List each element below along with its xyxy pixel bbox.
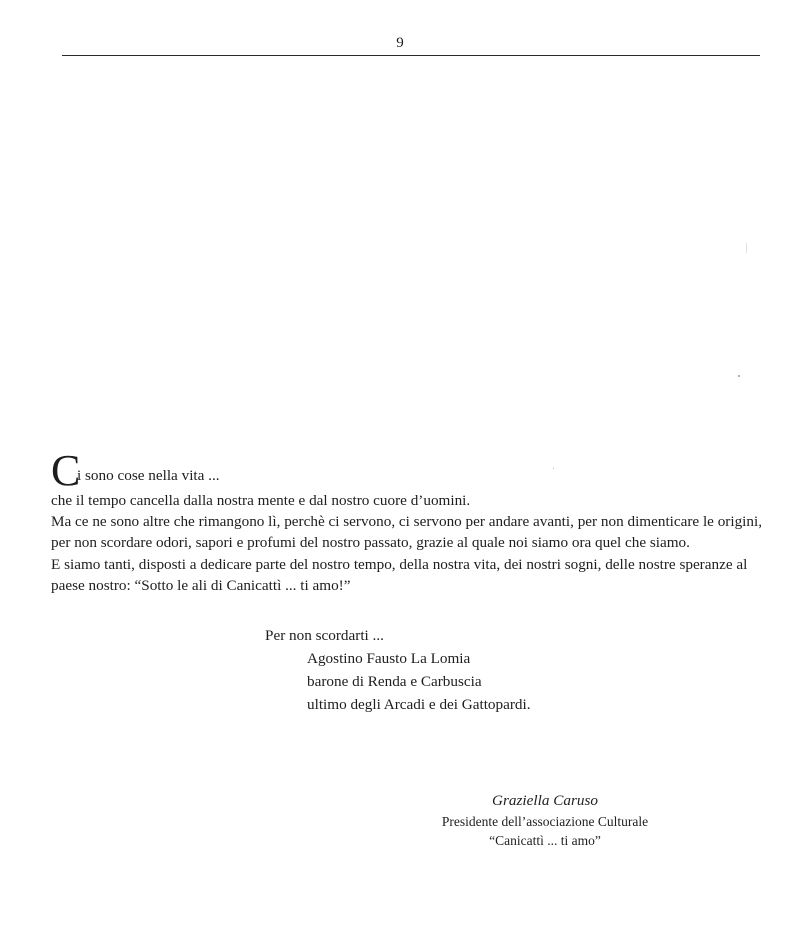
scan-speck xyxy=(746,243,747,253)
signature-block xyxy=(420,790,670,850)
intro-paragraph-2: Ma ce ne sono altre che rimangono lì, perchè ci servono, ci servono per andare avanti, per non dimenticare le origini, per non scordare odori, sapori e profumi del nostro passato, grazie al quale noi siamo ora quel che siamo. xyxy=(51,513,763,552)
intro-text xyxy=(51,446,766,596)
signature-name: Graziella Caruso xyxy=(492,792,598,809)
intro-line-2: che il tempo cancella dalla nostra mente e dal nostro cuore d’uomini. xyxy=(51,492,471,509)
intro-paragraph-3: E siamo tanti, disposti a dedicare parte del nostro tempo, della nostra vita, dei nostri sogni, delle nostre speranze al paese nostro: “Sotto le ali di Canicattì ... ti amo!” xyxy=(51,555,748,594)
dedication-line-3: barone di Renda e Carbuscia xyxy=(307,673,482,690)
dedication-line-2: Agostino Fausto La Lomia xyxy=(307,650,471,667)
signature-role: Presidente dell’associazione Culturale xyxy=(441,814,649,829)
dedication xyxy=(265,624,531,716)
page-number: 9 xyxy=(396,35,404,51)
scan-speck xyxy=(738,375,740,377)
drop-cap: C xyxy=(51,446,81,495)
scan-speck xyxy=(553,468,554,469)
signature-association: “Canicattì ... ti amo” xyxy=(489,833,601,848)
first-line-text: i sono cose nella vita ... xyxy=(77,467,220,484)
dedication-line-1: Per non scordarti ... xyxy=(265,627,384,644)
header-rule xyxy=(62,55,760,56)
first-line xyxy=(51,446,766,495)
dedication-line-4: ultimo degli Arcadi e dei Gattopardi. xyxy=(307,696,531,713)
